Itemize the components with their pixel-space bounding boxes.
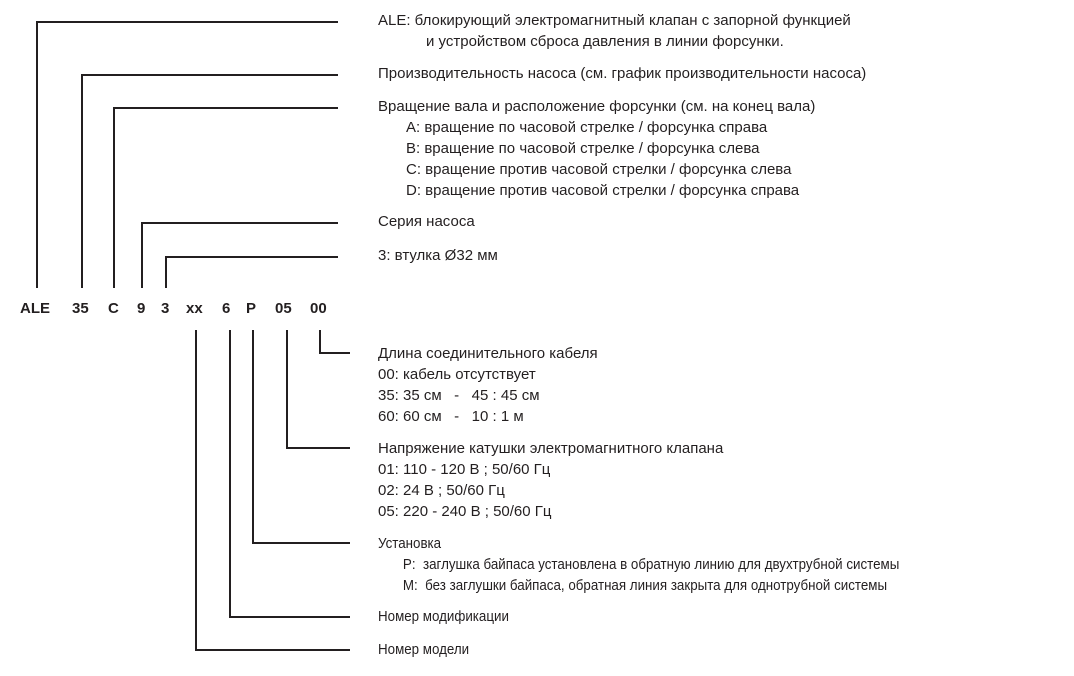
code-segment-ale: ALE <box>20 300 50 317</box>
leader-modification <box>230 330 350 617</box>
cable-option-00: 00: кабель отсутствует <box>378 366 536 383</box>
leader-cable <box>320 330 350 353</box>
rotation-option-a: A: вращение по часовой стрелке / форсунка справа <box>406 119 768 136</box>
code-segment-capacity: 35 <box>72 300 89 317</box>
leader-series <box>142 223 338 288</box>
code-segment-modification: 6 <box>222 300 231 317</box>
bushing-title: 3: втулка Ø32 мм <box>378 247 498 264</box>
cable-option-60: 60: 60 см - 10 : 1 м <box>378 408 524 425</box>
ale-line-2: и устройством сброса давления в линии форсунки. <box>426 33 784 50</box>
code-segment-series: 9 <box>137 300 146 317</box>
series-title: Серия насоса <box>378 213 475 230</box>
rotation-block <box>378 96 815 201</box>
voltage-block <box>378 438 723 522</box>
installation-block <box>378 533 899 596</box>
ale-description <box>378 10 851 52</box>
cable-option-35: 35: 35 см - 45 : 45 см <box>378 387 540 404</box>
installation-option-p: P: заглушка байпаса установлена в обратную линию для двухтрубной системы <box>402 556 900 573</box>
voltage-option-05: 05: 220 - 240 В ; 50/60 Гц <box>378 503 552 520</box>
code-segment-bushing: 3 <box>161 300 170 317</box>
installation-option-m: M: без заглушки байпаса, обратная линия закрыта для однотрубной системы <box>402 577 888 594</box>
rotation-option-c: C: вращение против часовой стрелки / форсунка слева <box>406 161 792 178</box>
cable-block <box>378 343 598 427</box>
rotation-title: Вращение вала и расположение форсунки (см. на конец вала) <box>378 98 816 115</box>
leader-model <box>196 330 350 650</box>
code-segment-cable: 00 <box>310 300 327 317</box>
model-title: Номер модели <box>378 641 470 658</box>
code-segment-installation: P <box>246 300 257 317</box>
code-segment-voltage: 05 <box>275 300 292 317</box>
capacity-title: Производительность насоса (см. график производительности насоса) <box>378 65 867 82</box>
ale-line-1: ALE: блокирующий электромагнитный клапан с запорной функцией <box>378 12 851 29</box>
leader-rotation <box>114 108 338 288</box>
code-segment-rotation: C <box>108 300 119 317</box>
voltage-option-02: 02: 24 В ; 50/60 Гц <box>378 482 505 499</box>
voltage-title: Напряжение катушки электромагнитного клапана <box>378 440 724 457</box>
code-segment-model: xx <box>186 300 203 317</box>
voltage-option-01: 01: 110 - 120 В ; 50/60 Гц <box>378 461 551 478</box>
modification-title: Номер модификации <box>378 608 509 625</box>
leader-installation <box>253 330 350 543</box>
rotation-option-d: D: вращение против часовой стрелки / форсунка справа <box>406 182 800 199</box>
installation-title: Установка <box>378 535 442 552</box>
rotation-option-b: B: вращение по часовой стрелке / форсунка слева <box>406 140 760 157</box>
leader-bushing <box>166 257 338 288</box>
cable-title: Длина соединительного кабеля <box>378 345 598 362</box>
leader-voltage <box>287 330 350 448</box>
